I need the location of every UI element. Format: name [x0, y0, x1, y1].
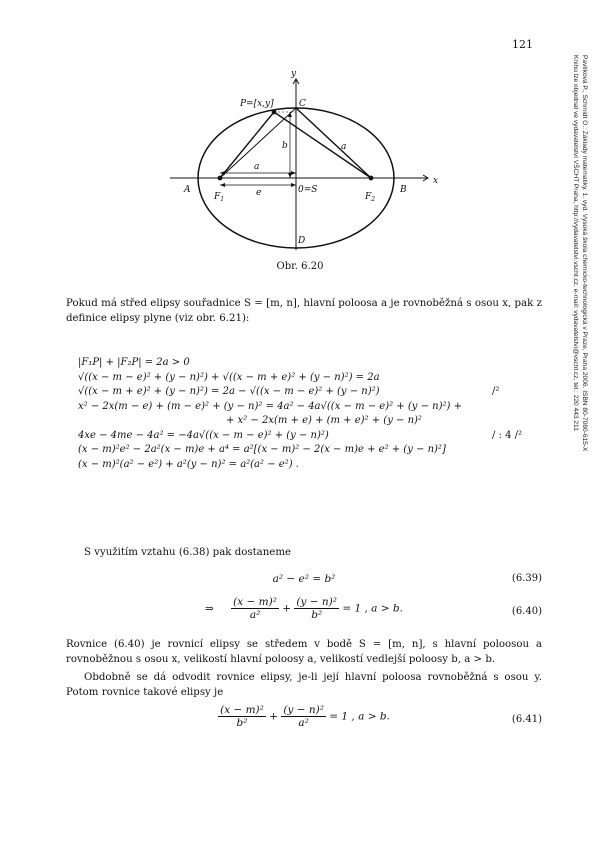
arrow-e-left: [220, 183, 225, 187]
derivation-block: [78, 357, 548, 473]
label-x: x: [433, 176, 439, 186]
equation-6-41-number: (6.41): [511, 714, 542, 725]
intro-text: Pokud má střed elipsy souřadnice S = [m, n], hlavní poloosa a je rovnoběžná s osou x, pak z definice elipsy plyne (viz obr. 6.21):: [66, 298, 542, 324]
equation-6-40-body: ⇒ $\frac{\text{(x − m)²}}{\text{a²}}$ + $\frac{\text{(y − n)²}}{\text{b²}}$ = 1 , a > b.: [205, 596, 403, 621]
equation-6-40-text: Rovnice (6.40) je rovnicí elipsy se středem v bodě S = [m, n], s hlavní poloosou a rovnoběžnou s osou x, velikostí hlavní poloosy a, velikostí vedlejší poloosy b, a > b.: [66, 639, 542, 665]
side-note: [568, 55, 588, 555]
fraction-y: $\frac{\text{(y − n)²}}{\text{b²}}$: [296, 596, 337, 621]
fraction-x: $\frac{\text{(x − m)²}}{\text{a²}}$: [233, 596, 277, 621]
point-f2: [369, 176, 374, 181]
label-f2: $F_2$: [365, 192, 376, 203]
label-d: D: [298, 236, 306, 246]
point-p: [272, 110, 277, 115]
label-p: P=[x,y]: [240, 99, 274, 109]
page-number: 121: [512, 38, 533, 51]
fraction-x: $\frac{\text{(x − m)²}}{\text{b²}}$: [220, 704, 264, 729]
derivation-line: x² − 2x(m − e) + (m − e)² + (y − n)² = 4a² − 4a√((x − m − e)² + (y − n)²) +: [78, 400, 462, 412]
fraction-y: $\frac{\text{(y − n)²}}{\text{a²}}$: [283, 704, 324, 729]
segment-f1-p: [220, 112, 274, 178]
equation-6-40-number: (6.40): [511, 606, 542, 617]
derivation-line: √((x − m + e)² + (y − n)²) = 2a − √((x − m − e)² + (y − n)²) /²: [78, 386, 500, 397]
arrow-e-right: [291, 183, 296, 187]
label-y: y: [291, 69, 297, 79]
derivation-line: |F₁P| + |F₂P| = 2a > 0: [78, 357, 190, 368]
equation-6-41-paragraph: [66, 670, 542, 700]
equation-6-39-number: (6.39): [511, 573, 542, 584]
equation-6-40-paragraph: [66, 637, 542, 667]
using-paragraph: [66, 545, 542, 560]
label-c: C: [299, 99, 306, 109]
segment-c-f2: [296, 108, 371, 178]
label-a-vertex: A: [184, 185, 191, 195]
implies-arrow: ⇒: [205, 602, 214, 615]
derivation-line: (x − m)²e² − 2a²(x − m)e + a⁴ = a²[(x − m)² − 2(x − m)e + e² + (y − n)²]: [78, 444, 446, 455]
equation-6-40: [66, 596, 542, 630]
derivation-line: 4xe − 4me − 4a² = −4a√((x − m − e)² + (y − n)²) / : 4 /²: [78, 429, 523, 441]
intro-paragraph: [66, 296, 542, 326]
arrow-b-bottom: [288, 173, 292, 178]
equation-6-41: [66, 704, 542, 738]
equation-6-41-text: Obdobně se dá odvodit rovnice elipsy, je-li její hlavní poloosa rovnoběžná s osou y. Potom rovnice takové elipsy je: [66, 672, 542, 698]
label-e: e: [256, 188, 262, 198]
equation-6-39-body: a² − e² = b²: [272, 573, 336, 585]
label-a-horiz: a: [254, 162, 260, 172]
point-f1: [218, 176, 223, 181]
side-note-line-1: Pavlíková P., Schmidt O.: Základy matematiky. 1. vyd. Vysoká škola chemicko-technologická v Praze, Praha 2006. ISBN 80-7080-615-X: [581, 55, 588, 452]
figure-caption: Obr. 6.20: [276, 261, 324, 272]
derivation-line: + x² − 2x(m + e) + (m + e)² + (y − n)²: [226, 415, 422, 426]
using-text: S využitím vztahu (6.38) pak dostaneme: [84, 547, 292, 558]
label-a-diag: a: [341, 142, 347, 152]
derivation-line: (x − m)²(a² − e²) + a²(y − n)² = a²(a² − e²) .: [78, 458, 299, 470]
label-b: b: [282, 141, 288, 151]
label-f1: $F_1$: [214, 192, 225, 203]
label-b-vertex: B: [400, 185, 407, 195]
segment-p-f2: [274, 112, 371, 178]
equation-6-41-body: $\frac{\text{(x − m)²}}{\text{b²}}$ + $\frac{\text{(y − n)²}}{\text{a²}}$ = 1 , a > b.: [220, 704, 390, 729]
side-note-line-2: Knihu lze objednat ve vydavatelství VŠCHT Praha, http://vydavatelstvi.vscht.cz, e-mail: vydavatelstvi@vscht.cz, tel.: 220 443 211: [572, 55, 580, 431]
derivation-line: √((x − m − e)² + (y − n)²) + √((x − m + e)² + (y − n)²) = 2a: [78, 371, 380, 383]
equation-6-39: [66, 573, 542, 589]
label-o: 0=S: [298, 185, 318, 195]
